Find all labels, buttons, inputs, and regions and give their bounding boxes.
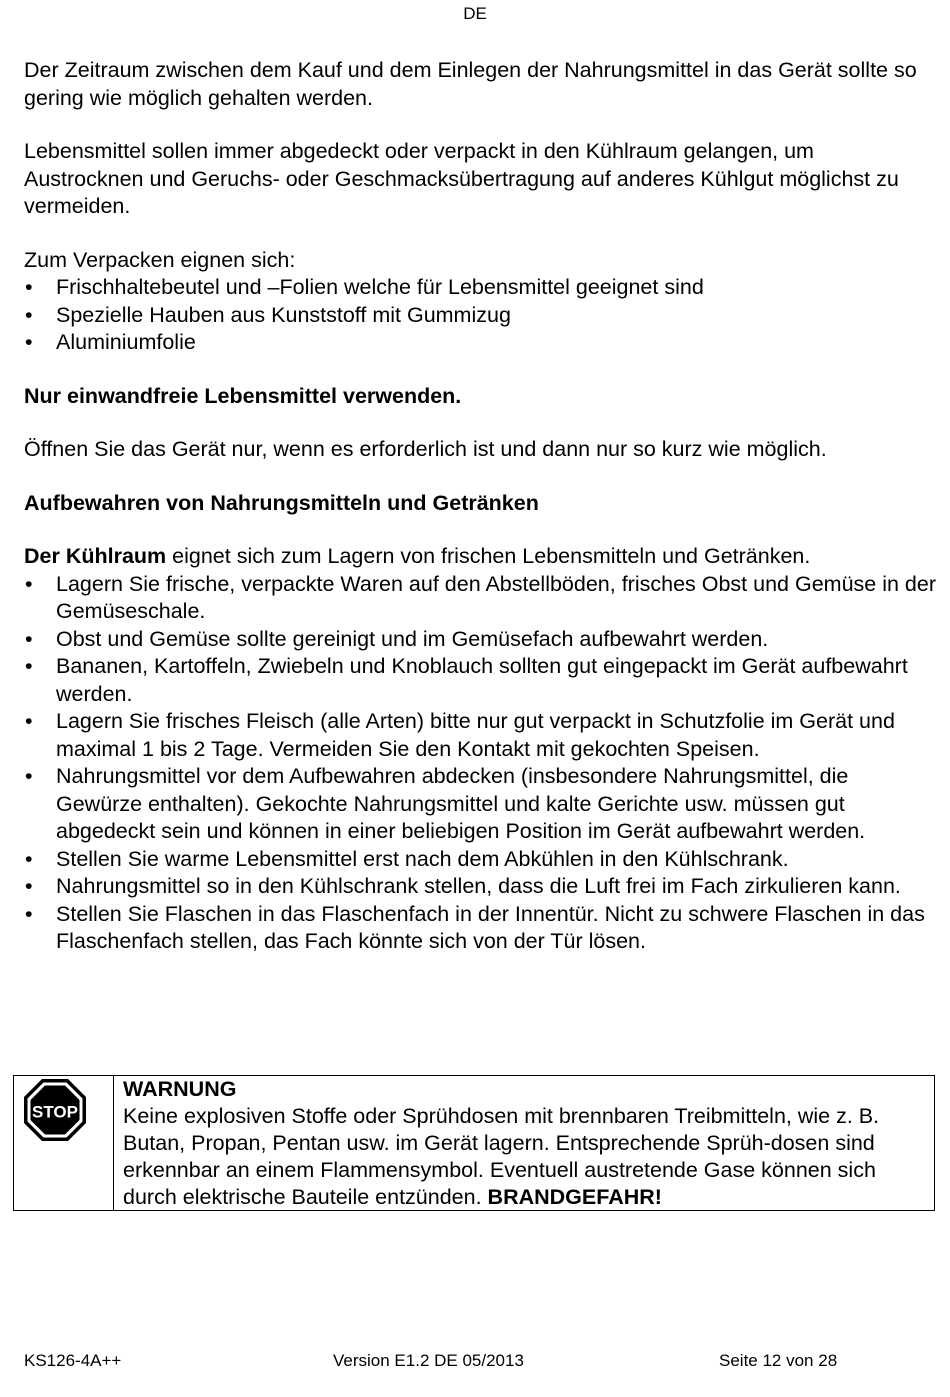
list-item: • Nahrungsmittel so in den Kühlschrank stellen, dass die Luft frei im Fach zirkulieren kann. — [24, 873, 936, 901]
intro-paragraph: Der Zeitraum zwischen dem Kauf und dem Einlegen der Nahrungsmittel in das Gerät sollte so gering wie möglich gehalten werden. — [24, 58, 917, 110]
list-item: • Frischhaltebeutel und –Folien welche für Lebensmittel geeignet sind — [24, 274, 936, 302]
warning-text — [123, 1076, 928, 1211]
intro-paragraph: Lebensmittel sollen immer abgedeckt oder verpackt in den Kühlraum gelangen, um Austrocknen und Geruchs- oder Geschmacksübertragung auf anderes Kühlgut möglichst zu vermeiden. — [24, 139, 899, 218]
list-item: • Aluminiumfolie — [24, 329, 936, 357]
wrapping-list — [24, 274, 936, 357]
storage-lead — [24, 543, 936, 571]
page-language-label: DE — [463, 4, 487, 23]
stop-sign-icon — [23, 1078, 87, 1142]
warning-body — [123, 1103, 928, 1211]
list-item: • Lagern Sie frische, verpackte Waren auf den Abstellböden, frisches Obst und Gemüse in der Gemüseschale. — [24, 571, 936, 626]
list-item: • Obst und Gemüse sollte gereinigt und im Gemüsefach aufbewahrt werden. — [24, 626, 936, 654]
notice-text: Nur einwandfreie Lebensmittel verwenden. — [24, 383, 462, 408]
section-heading: Aufbewahren von Nahrungsmitteln und Getränken — [24, 490, 539, 515]
warning-title: WARNUNG — [123, 1077, 237, 1101]
list-item: • Lagern Sie frisches Fleisch (alle Arten) bitte nur gut verpackt in Schutzfolie im Gerät und maximal 1 bis 2 Tage. Vermeiden Sie den Kontakt mit gekochten Speisen. — [24, 708, 936, 763]
footer-version: Version E1.2 DE 05/2013 — [333, 1351, 524, 1370]
storage-lead-text: eignet sich zum Lagern von frischen Lebensmitteln und Getränken. — [166, 544, 811, 568]
warning-box — [13, 1075, 935, 1211]
list-item: • Spezielle Hauben aus Kunststoff mit Gummizug — [24, 302, 936, 330]
warning-body-text: Keine explosiven Stoffe oder Sprühdosen mit brennbaren Treibmitteln, wie z. B. Butan, Propan, Pentan usw. im Gerät lagern. Entsprechende Sprüh-dosen sind erkennbar an einem Flammensymbol. Eventuell austretende Gase können sich durch elektrische Bauteile entzünden. — [123, 1104, 880, 1209]
document-body — [24, 57, 936, 956]
list-item: • Stellen Sie warme Lebensmittel erst nach dem Abkühlen in den Kühlschrank. — [24, 846, 936, 874]
list-item: • Bananen, Kartoffeln, Zwiebeln und Knoblauch sollten gut eingepackt im Gerät aufbewahrt werden. — [24, 653, 936, 708]
storage-list — [24, 571, 936, 956]
storage-lead-bold: Der Kühlraum — [24, 544, 167, 568]
list-item: • Nahrungsmittel vor dem Aufbewahren abdecken (insbesondere Nahrungsmittel, die Gewürze enthalten). Gekochte Nahrungsmittel und kalte Gerichte usw. müssen gut abgedeckt sein und können in einer beliebigen Position im Gerät aufbewahrt werden. — [24, 763, 936, 846]
stop-sign-text: STOP — [32, 1102, 78, 1122]
warning-icon-cell — [14, 1076, 114, 1210]
open-door-hint: Öffnen Sie das Gerät nur, wenn es erforderlich ist und dann nur so kurz wie möglich. — [24, 437, 827, 461]
list-item: • Stellen Sie Flaschen in das Flaschenfach in der Innentür. Nicht zu schwere Flaschen in das Flaschenfach stellen, das Fach könnte sich von der Tür lösen. — [24, 901, 936, 956]
warning-emphasis: BRANDGEFAHR! — [487, 1185, 662, 1209]
footer-model: KS126-4A++ — [24, 1351, 122, 1370]
wrapping-list-title: Zum Verpacken eignen sich: — [24, 247, 296, 272]
footer-page-number: Seite 12 von 28 — [719, 1351, 838, 1370]
